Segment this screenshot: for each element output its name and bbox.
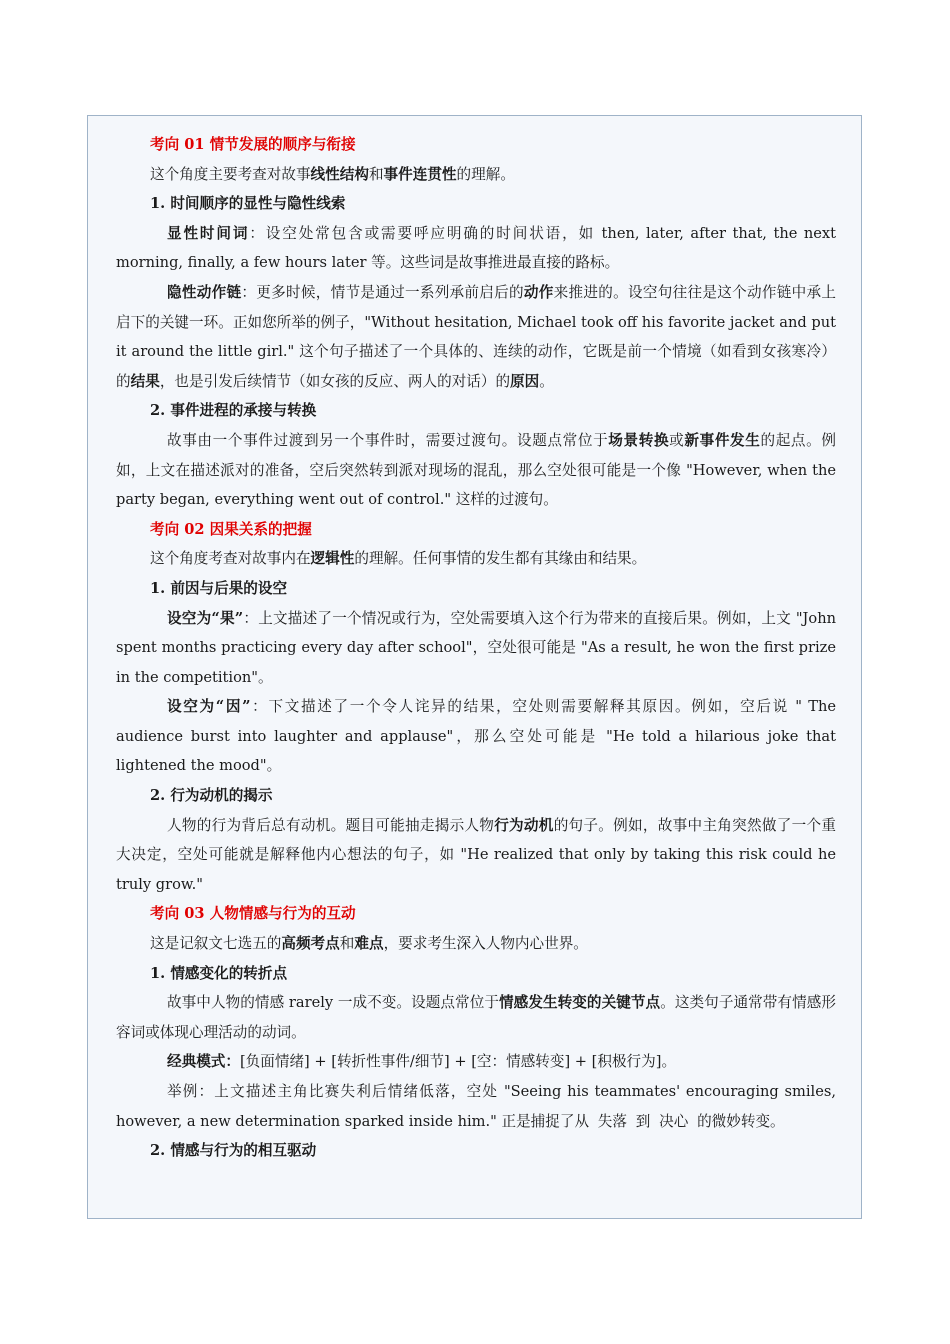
paragraph: 举例：上文描述主角比赛失利后情绪低落，空处 "Seeing his teammates' encouraging smiles, however, a new determination sparked inside him." 正是捕捉了从 失落 到 决心 的微妙转变。 [116, 1083, 836, 1130]
paragraph: 设空为“果”：上文描述了一个情况或行为，空处需要填入这个行为带来的直接后果。例如，上文 "John spent months practicing every day after school"，空处很可能是 "As a result, he won the first prize in the competition"。 [116, 609, 836, 686]
section-title-3: 考向 03 人物情感与行为的互动 [150, 905, 356, 923]
subsection-title: 1. 情感变化的转折点 [150, 964, 288, 982]
paragraph: 这个角度考查对故事内在逻辑性的理解。任何事情的发生都有其缘由和结果。 [150, 550, 647, 568]
paragraph: 人物的行为背后总有动机。题目可能抽走揭示人物行为动机的句子。例如，故事中主角突然做了一个重大决定，空处可能就是解释他内心想法的句子，如 "He realized that only by taking this risk could he truly grow." [116, 816, 836, 893]
subsection-title: 2. 事件进程的承接与转换 [150, 402, 317, 420]
subsection-title: 1. 时间顺序的显性与隐性线索 [150, 195, 346, 213]
subsection-title: 2. 情感与行为的相互驱动 [150, 1142, 317, 1160]
paragraph: 这个角度主要考查对故事线性结构和事件连贯性的理解。 [150, 165, 515, 183]
content-frame [87, 115, 862, 1219]
section-title-1: 考向 01 情节发展的顺序与衔接 [150, 136, 356, 153]
document-body [116, 130, 836, 1166]
paragraph: 故事由一个事件过渡到另一个事件时，需要过渡句。设题点常位于场景转换或新事件发生的起点。例如，上文在描述派对的准备，空后突然转到派对现场的混乱，那么空处很可能是一个像 "However, when the party began, everything went out of control." 这样的过渡句。 [116, 431, 836, 509]
paragraph: 这是记叙文七选五的高频考点和难点，要求考生深入人物内心世界。 [150, 935, 588, 953]
paragraph: 经典模式：[负面情绪] + [转折性事件/细节] + [空：情感转变] + [积极行为]。 [167, 1053, 677, 1071]
section-title-2: 考向 02 因果关系的把握 [150, 520, 312, 538]
subsection-title: 2. 行为动机的揭示 [150, 787, 273, 805]
paragraph: 隐性动作链：更多时候，情节是通过一系列承前启后的动作来推进的。设空句往往是这个动作链中承上启下的关键一环。正如您所举的例子，"Without hesitation, Michael took off his favorite jacket and put it around the little girl." 这个句子描述了一个具体的、连续的动作，它既是前一个情境（如看到女孩寒冷）的结果，也是引发后续情节（如女孩的反应、两人的对话）的原因。 [116, 283, 836, 390]
paragraph: 设空为“因”：下文描述了一个令人诧异的结果，空处则需要解释其原因。例如，空后说 " The audience burst into laughter and applause"，那么空处可能是 "He told a hilarious joke that lightened the mood"。 [116, 698, 836, 775]
paragraph: 显性时间词：设空处常包含或需要呼应明确的时间状语，如 then, later, after that, the next morning, finally, a few hours later 等。这些词是故事推进最直接的路标。 [116, 224, 836, 272]
paragraph: 故事中人物的情感 rarely 一成不变。设题点常位于情感发生转变的关键节点。这类句子通常带有情感形容词或体现心理活动的动词。 [116, 994, 836, 1041]
subsection-title: 1. 前因与后果的设空 [150, 579, 288, 597]
